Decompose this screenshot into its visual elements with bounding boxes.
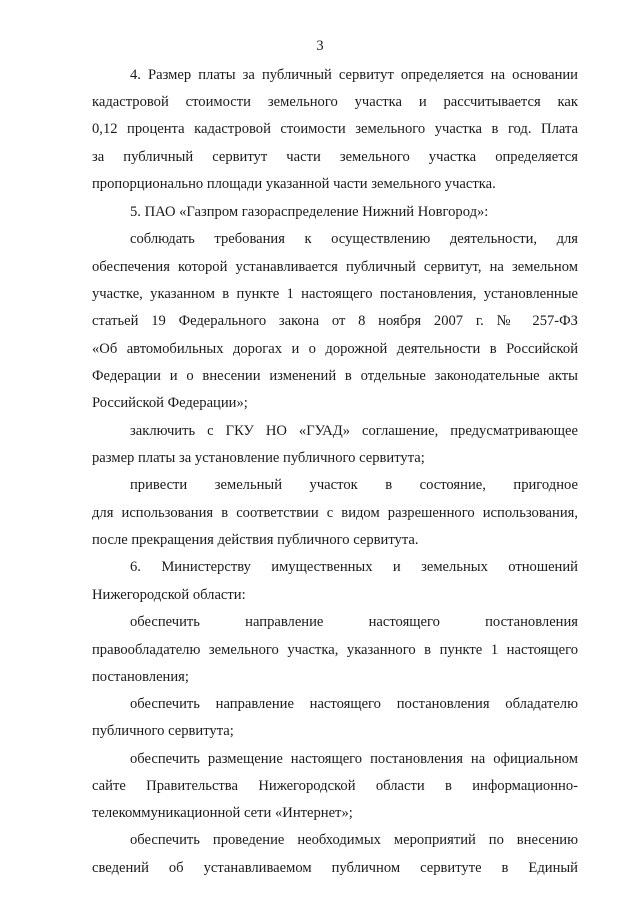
text-line: заключить с ГКУ НО «ГУАД» соглашение, предусматривающее xyxy=(130,423,578,439)
text-line: 4. Размер платы за публичный сервитут определяется на основании xyxy=(130,67,578,83)
page-number: 3 xyxy=(316,38,324,54)
text-line: 6. Министерству имущественных и земельных отношений xyxy=(130,559,578,575)
text-line: обеспечить размещение настоящего постановления на официальном xyxy=(130,751,578,767)
text-line: участке, указанном в пункте 1 настоящего постановления, установленные xyxy=(92,286,578,302)
text-line: Нижегородской области: xyxy=(92,587,246,603)
text-line: сайте Правительства Нижегородской области в информационно- xyxy=(92,778,578,794)
text-line: постановления; xyxy=(92,669,189,685)
text-line: размер платы за установление публичного сервитута; xyxy=(92,450,425,466)
text-line: привести земельный участок в состояние, пригодное xyxy=(130,477,578,493)
text-line: правообладателю земельного участка, указанного в пункте 1 настоящего xyxy=(92,642,578,658)
text-line: кадастровой стоимости земельного участка и рассчитывается как xyxy=(92,94,578,110)
text-line: статьей 19 Федерального закона от 8 ноября 2007 г. № 257-ФЗ xyxy=(92,313,578,329)
text-line: «Об автомобильных дорогах и о дорожной деятельности в Российской xyxy=(92,341,578,357)
text-line: Российской Федерации»; xyxy=(92,395,248,411)
text-line: сведений об устанавливаемом публичном сервитуте в Единый xyxy=(92,860,578,876)
text-line: публичного сервитута; xyxy=(92,723,234,739)
text-line: для использования в соответствии с видом разрешенного использования, xyxy=(92,505,578,521)
text-line: обеспечить направление настоящего постановления обладателю xyxy=(130,696,578,712)
text-line: телекоммуникационной сети «Интернет»; xyxy=(92,805,353,821)
text-line: обеспечить направление настоящего постановления xyxy=(130,614,578,630)
text-line: обеспечить проведение необходимых мероприятий по внесению xyxy=(130,832,578,848)
text-line: соблюдать требования к осуществлению деятельности, для xyxy=(130,231,578,247)
text-line: обеспечения которой устанавливается публичный сервитут, на земельном xyxy=(92,259,578,275)
text-line: за публичный сервитут части земельного участка определяется xyxy=(92,149,578,165)
text-line: после прекращения действия публичного сервитута. xyxy=(92,532,419,548)
text-line: Федерации и о внесении изменений в отдельные законодательные акты xyxy=(92,368,578,384)
text-line: пропорционально площади указанной части земельного участка. xyxy=(92,176,496,192)
text-line: 5. ПАО «Газпром газораспределение Нижний Новгород»: xyxy=(130,204,489,220)
text-line: 0,12 процента кадастровой стоимости земельного участка в год. Плата xyxy=(92,121,578,137)
